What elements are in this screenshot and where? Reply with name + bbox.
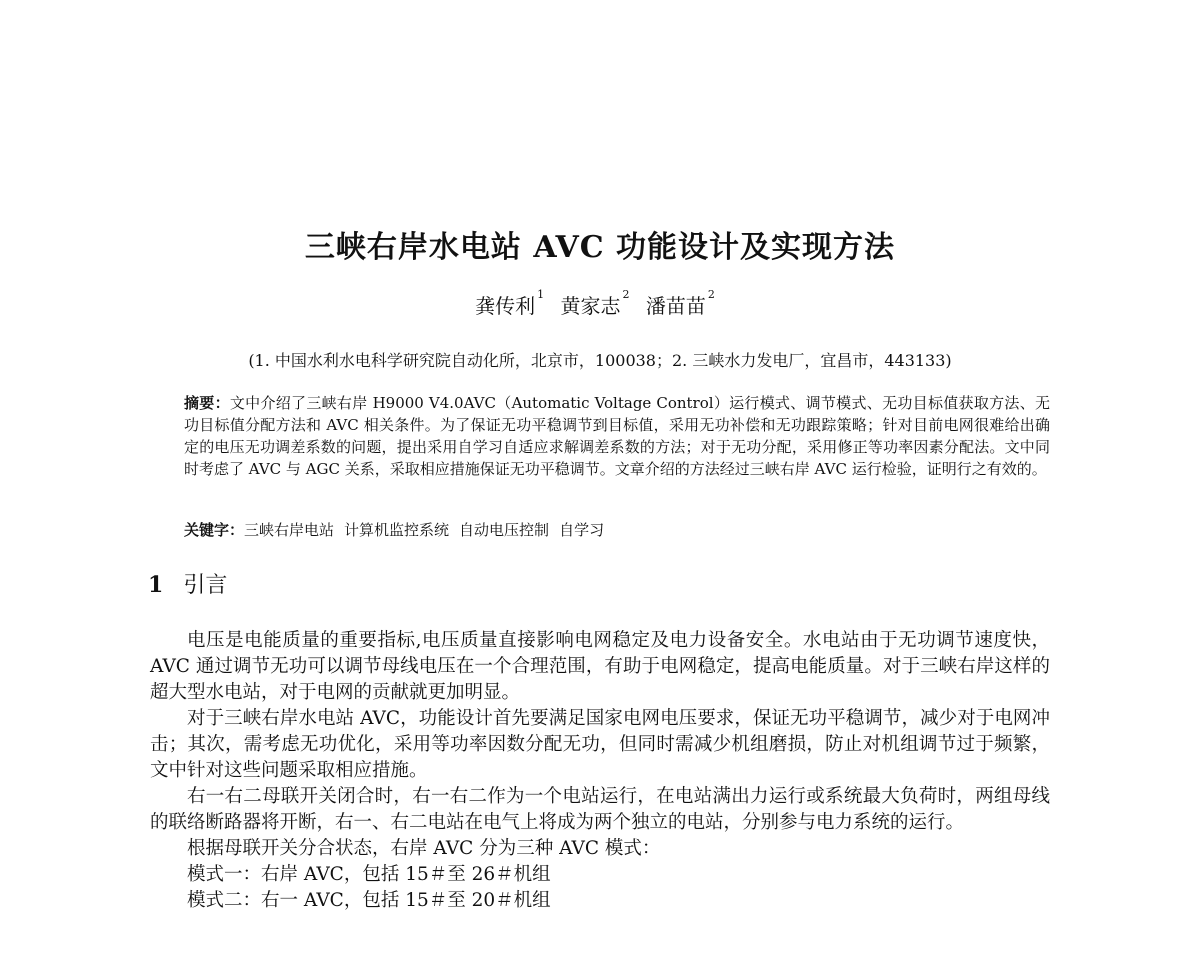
paragraph: 电压是电能质量的重要指标,电压质量直接影响电网稳定及电力设备安全。水电站由于无功调节速度快，AVC 通过调节无功可以调节母线电压在一个合理范围，有助于电网稳定，提高电能质量。对于三峡右岸这样的超大型水电站，对于电网的贡献就更加明显。	[150, 630, 1050, 703]
keyword: 自学习	[559, 521, 605, 539]
keyword: 自动电压控制	[459, 521, 550, 539]
author-affil-mark: 1	[537, 288, 545, 301]
keywords-label: 关键字：	[184, 521, 245, 539]
abstract	[184, 392, 1050, 480]
author-affil-mark: 2	[622, 288, 630, 301]
keywords	[184, 519, 1050, 541]
abstract-label: 摘要：	[184, 394, 230, 412]
author-name: 潘苗苗	[645, 294, 706, 318]
keyword: 三峡右岸电站	[244, 521, 335, 539]
paragraph: 根据母联开关分合状态，右岸 AVC 分为三种 AVC 模式：	[187, 838, 661, 859]
paragraph: 对于三峡右岸水电站 AVC，功能设计首先要满足国家电网电压要求，保证无功平稳调节，减少对于电网冲击；其次，需考虑无功优化，采用等功率因数分配无功，但同时需减少机组磨损，防止对机组调节过于频繁，文中针对这些问题采取相应措施。	[150, 708, 1050, 781]
paper-title: 三峡右岸水电站 AVC 功能设计及实现方法	[304, 230, 896, 265]
abstract-text: 文中介绍了三峡右岸 H9000 V4.0AVC（Automatic Voltage Control）运行模式、调节模式、无功目标值获取方法、无功目标值分配方法和 AVC 相关条件。为了保证无功平稳调节到目标值，采用无功补偿和无功跟踪策略；针对目前电网很难给出确定的电压无功调差系数的问题，提出采用自学习自适应求解调差系数的方法；对于无功分配，采用修正等功率因素分配法。文中同时考虑了 AVC 与 AGC 关系，采取相应措施保证无功平稳调节。文章介绍的方法经过三峡右岸 AVC 运行检验，证明行之有效的。	[184, 394, 1050, 478]
body-text	[150, 628, 1050, 914]
section-title: 引言	[183, 573, 228, 598]
paragraph: 模式二：右一 AVC，包括 15＃至 20＃机组	[187, 890, 551, 911]
affiliation: (1. 中国水利水电科学研究院自动化所，北京市，100038；2. 三峡水力发电厂，宜昌市，443133)	[248, 351, 952, 370]
paragraph: 右一右二母联开关闭合时，右一右二作为一个电站运行，在电站满出力运行或系统最大负荷时，两组母线的联络断路器将开断，右一、右二电站在电气上将成为两个独立的电站，分别参与电力系统的运行。	[150, 786, 1050, 833]
author-affil-mark: 2	[707, 288, 715, 301]
paragraph: 模式一：右岸 AVC，包括 15＃至 26＃机组	[187, 864, 551, 885]
author-list	[0, 290, 1200, 319]
author-name: 龚传利	[475, 294, 536, 318]
author-name: 黄家志	[560, 294, 621, 318]
section-number: 1	[148, 572, 164, 598]
keyword: 计算机监控系统	[344, 521, 450, 539]
section-heading	[148, 568, 227, 599]
